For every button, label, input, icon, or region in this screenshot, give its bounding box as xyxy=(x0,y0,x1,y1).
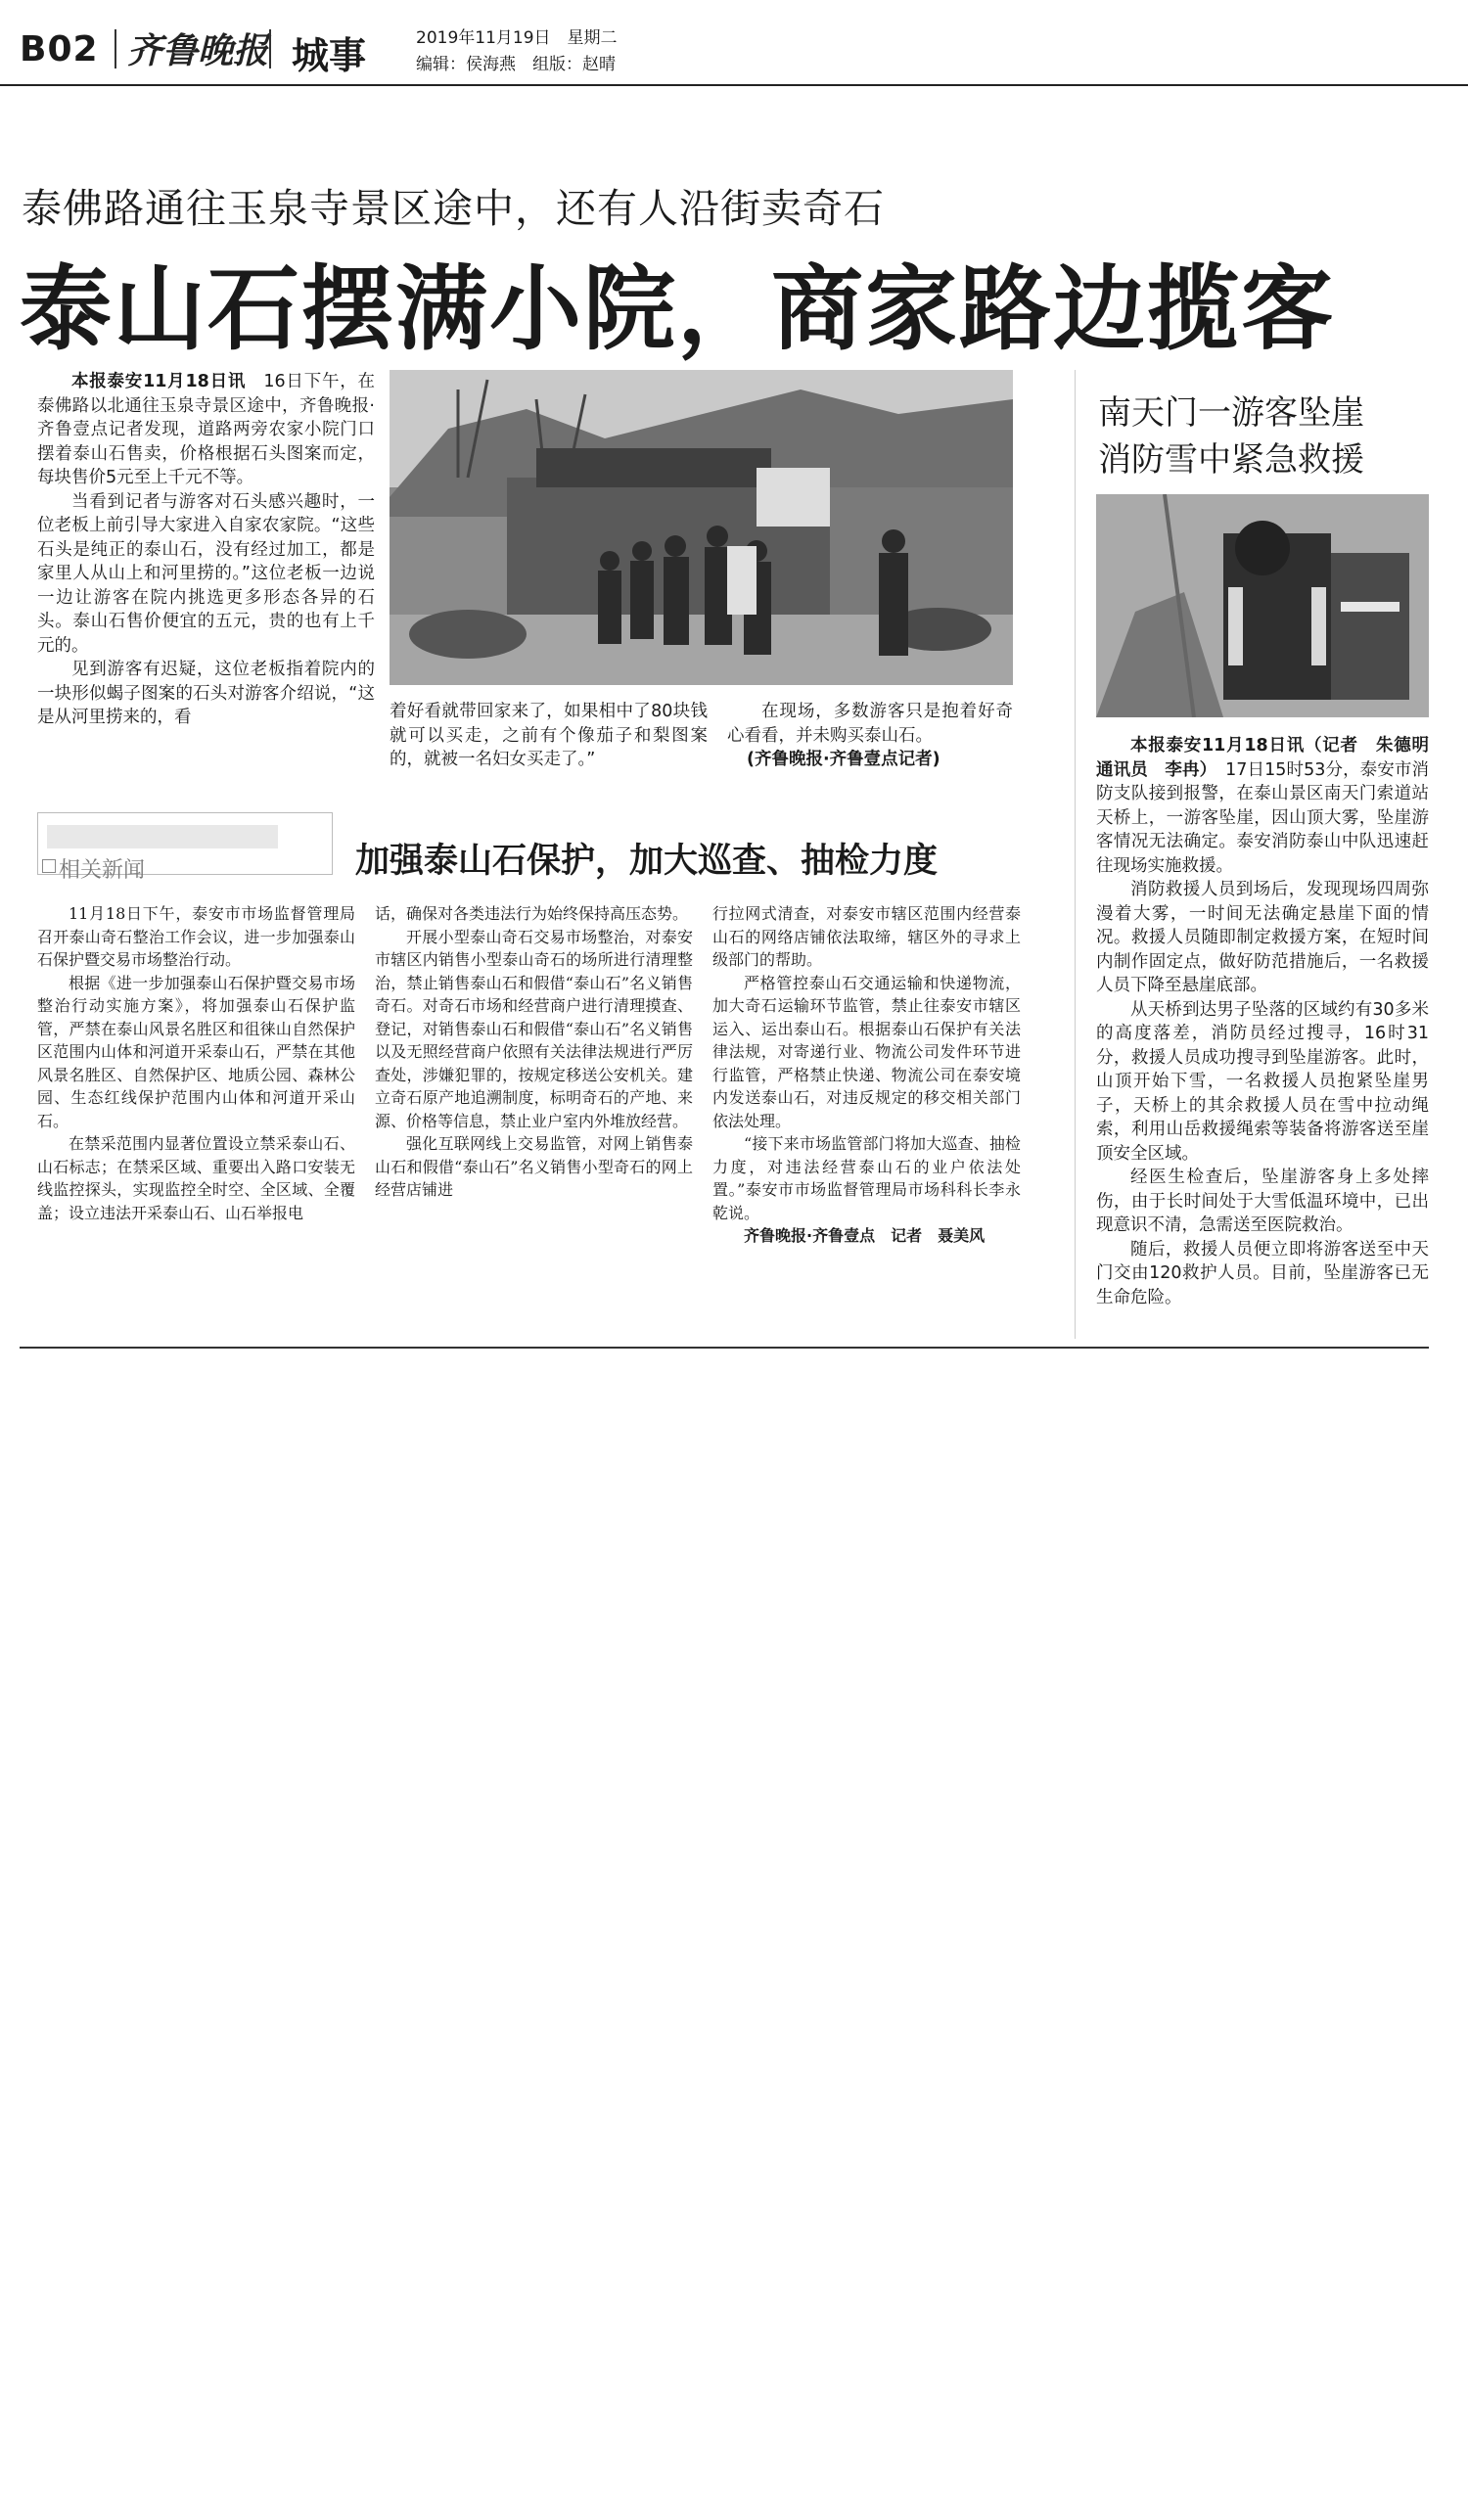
news-icon xyxy=(42,859,56,873)
sidebar-headline xyxy=(1098,389,1364,483)
sidebar-headline-line: 消防雪中紧急救援 xyxy=(1098,440,1364,480)
paragraph: 在现场，多数游客只是抱着好奇心看看，并未购买泰山石。 xyxy=(727,702,1013,746)
article-subhead: 泰佛路通往玉泉寺景区途中，还有人沿街卖奇石 xyxy=(22,185,885,232)
related-news-label: 相关新闻 xyxy=(59,858,146,883)
paragraph: 11月18日下午，泰安市市场监督管理局召开泰山奇石整治工作会议，进一步加强泰山石保护暨交易市场整治行动。 xyxy=(37,904,355,969)
paragraph: 见到游客有迟疑，这位老板指着院内的一块形似蝎子图案的石头对游客介绍说，“这是从河里捞来的，看 xyxy=(37,660,375,727)
article-photo xyxy=(390,370,1013,685)
page-number: B02 xyxy=(20,29,99,69)
paragraph: 根据《进一步加强泰山石保护暨交易市场整治行动实施方案》，将加强泰山石保护监管，严禁在泰山风景名胜区和徂徕山自然保护区范围内山体和河道开采泰山石，严禁在其他风景名胜区、自然保护区、地质公园、森林公园、生态红线保护范围内山体和河道开采山石。 xyxy=(37,973,355,1130)
reporter-credit: 齐鲁晚报·齐鲁壹点 记者 聂美风 xyxy=(744,1226,986,1245)
paragraph: 当看到记者与游客对石头感兴趣时，一位老板上前引导大家进入自家农家院。“这些石头是纯正的泰山石，没有经过加工，都是家里人从山上和河里捞的。”这位老板一边说一边让游客在院内挑选更多形态各异的石头。泰山石售价便宜的五元，贵的也有上千元的。 xyxy=(37,491,375,656)
divider xyxy=(269,29,271,69)
bottom-rule xyxy=(20,1347,1429,1349)
related-news-banner xyxy=(47,825,278,848)
divider xyxy=(115,29,116,69)
issue-date: 2019年11月19日 星期二 xyxy=(416,28,618,48)
paragraph: 随后，救援人员便立即将游客送至中天门交由120救护人员。目前，坠崖游客已无生命危险。 xyxy=(1096,1239,1429,1307)
editor-credit: 编辑：侯海燕 组版：赵晴 xyxy=(416,55,616,74)
paragraph: 行拉网式清查，对泰安市辖区范围内经营泰山石的网络店铺依法取缔，辖区外的寻求上级部门的帮助。 xyxy=(712,904,1021,969)
column-divider xyxy=(1075,370,1076,1339)
reporter-credit: (齐鲁晚报·齐鲁壹点记者) xyxy=(747,750,940,769)
article-column-2 xyxy=(390,700,708,772)
masthead-logo: 齐鲁晚报 xyxy=(127,30,269,71)
paragraph: 严格管控泰山石交通运输和快递物流，加大奇石运输环节监管，禁止往泰安市辖区运入、运出泰山石。根据泰山石保护有关法律法规，对寄递行业、物流公司发件环节进行监管，严格禁止快递、物流公司在泰安境内发送泰山石，对违反规定的移交相关部门依法处理。 xyxy=(712,973,1021,1130)
paragraph: 经医生检查后，坠崖游客身上多处摔伤，由于长时间处于大雪低温环境中，已出现意识不清，急需送至医院救治。 xyxy=(1096,1168,1429,1235)
paragraph: 强化互联网线上交易监管，对网上销售泰山石和假借“泰山石”名义销售小型奇石的网上经营店铺进 xyxy=(375,1134,693,1199)
sidebar-body xyxy=(1096,734,1446,1309)
rescue-photo xyxy=(1096,494,1429,717)
paragraph: 16日下午，在泰佛路以北通往玉泉寺景区途中，齐鲁晚报·齐鲁壹点记者发现，道路两旁农家小院门口摆着泰山石售卖，价格根据石头图案而定，每块售价5元至上千元不等。 xyxy=(37,372,375,487)
paragraph: 话，确保对各类违法行为始终保持高压态势。 xyxy=(375,904,689,923)
secondary-column-1 xyxy=(37,902,355,1224)
article-column-1 xyxy=(37,370,375,730)
paragraph: 开展小型泰山奇石交易市场整治，对泰安市辖区内销售小型泰山奇石的场所进行清理整治，禁止销售泰山石和假借“泰山石”名义销售奇石。对奇石市场和经营商户进行清理摸查、登记，对销售泰山石和假借“泰山石”名义销售以及无照经营商户依照有关法律法规进行严厉查处，涉嫌犯罪的，按规定移送公安机关。建立奇石原产地追溯制度，标明奇石的产地、来源、价格等信息，禁止业户室内外堆放经营。 xyxy=(375,927,693,1130)
paragraph: 消防救援人员到场后，发现现场四周弥漫着大雾，一时间无法确定悬崖下面的情况。救援人员随即制定救援方案，在短时间内制作固定点，做好防范措施后，一名救援人员下降至悬崖底部。 xyxy=(1096,880,1429,995)
section-name: 城事 xyxy=(292,34,367,77)
dateline: 本报泰安11月18日讯 xyxy=(71,372,247,391)
secondary-column-2 xyxy=(375,902,693,1202)
paragraph: 17日15时53分，泰安市消防支队接到报警，在泰山景区南天门索道站天桥上，一游客坠崖，因山顶大雾，坠崖游客情况无法确定。泰安消防泰山中队迅速赶往现场实施救援。 xyxy=(1096,759,1430,876)
paragraph: 着好看就带回家来了，如果相中了80块钱就可以买走，之前有个像茄子和梨图案的，就被一名妇女买走了。” xyxy=(390,702,708,769)
dateline: 本报泰安11月18日讯（记者 朱德明 通讯员 李冉） xyxy=(1096,736,1446,780)
secondary-column-3 xyxy=(712,902,1021,1248)
article-headline: 泰山石摆满小院，商家路边揽客 xyxy=(20,256,1336,363)
paragraph: “接下来市场监管部门将加大巡查、抽检力度，对违法经营泰山石的业户依法处置。”泰安市市场监督管理局市场科科长李永乾说。 xyxy=(712,1134,1021,1222)
top-rule xyxy=(0,84,1468,86)
secondary-headline: 加强泰山石保护，加大巡查、抽检力度 xyxy=(355,842,939,881)
paragraph: 在禁采范围内显著位置设立禁采泰山石、山石标志；在禁采区域、重要出入路口安装无线监控探头，实现监控全时空、全区域、全覆盖；设立违法开采泰山石、山石举报电 xyxy=(37,1134,355,1222)
article-column-3 xyxy=(727,700,1013,772)
paragraph: 从天桥到达男子坠落的区域约有30多米的高度落差，消防员经过搜寻，16时31分，救援人员成功搜寻到坠崖游客。此时，山顶开始下雪，一名救援人员抱紧坠崖男子，天桥上的其余救援人员在雪中拉动绳索，利用山岳救援绳索等装备将游客送至崖顶安全区域。 xyxy=(1096,999,1429,1164)
sidebar-headline-line: 南天门一游客坠崖 xyxy=(1098,393,1364,433)
